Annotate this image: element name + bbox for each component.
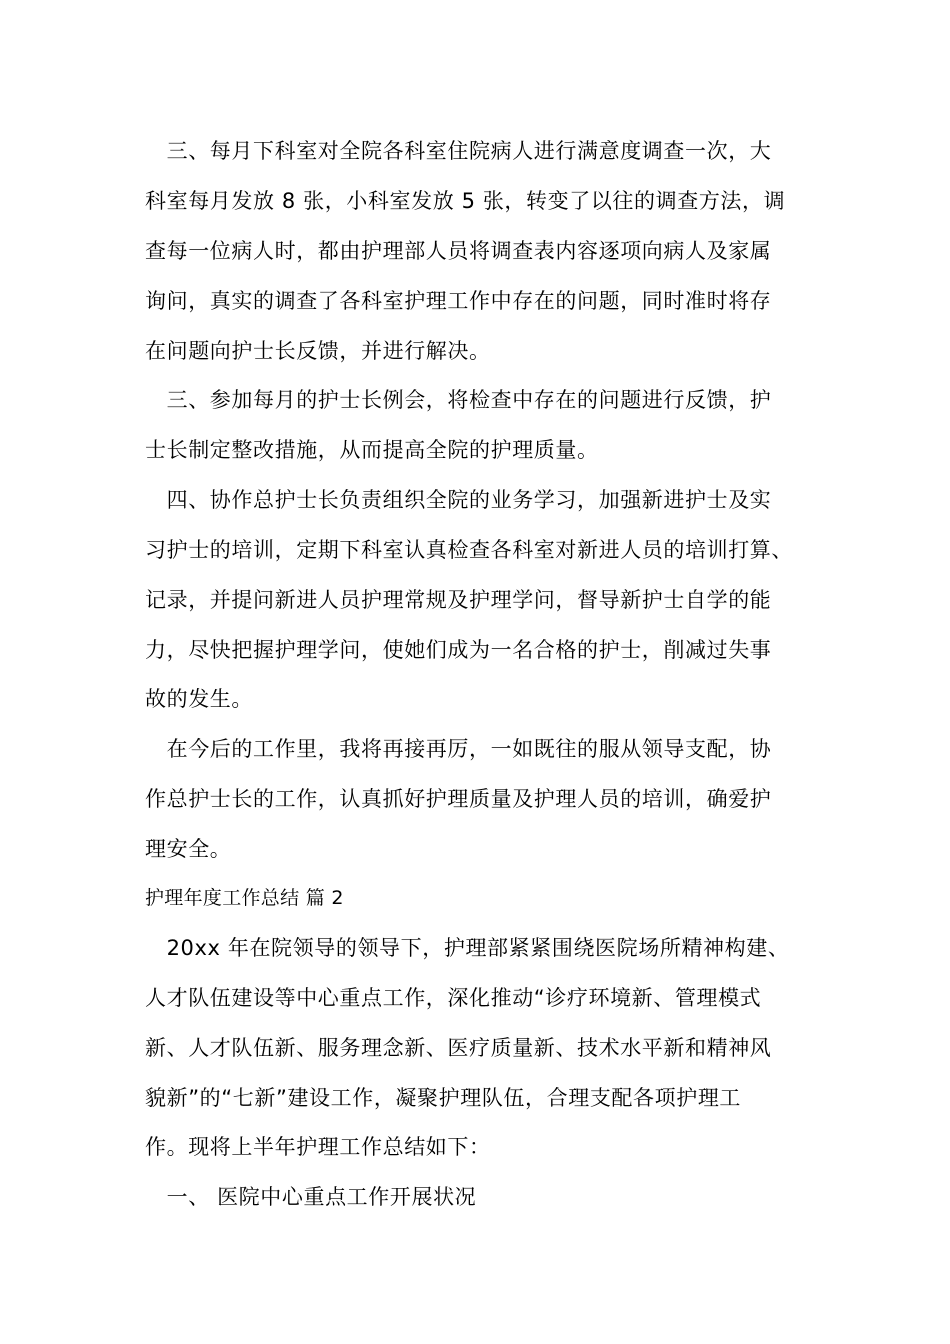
paragraph-line: 士长制定整改措施，从而提高全院的护理质量。 bbox=[145, 438, 599, 462]
paragraph-line: 四、协作总护士长负责组织全院的业务学习，加强新进护士及实 bbox=[145, 488, 772, 512]
paragraph-line: 科室每月发放 8 张，小科室发放 5 张，转变了以往的调查方法，调 bbox=[145, 189, 786, 213]
section-heading: 护理年度工作总结 篇 2 bbox=[145, 887, 344, 909]
paragraph-line: 20xx 年在院领导的领导下，护理部紧紧围绕医院场所精神构建、 bbox=[145, 936, 790, 960]
paragraph-line: 貌新”的“七新”建设工作，凝聚护理队伍，合理支配各项护理工 bbox=[145, 1086, 742, 1110]
paragraph-line: 在问题向护士长反馈，并进行解决。 bbox=[145, 339, 491, 363]
paragraph-line: 查每一位病人时，都由护理部人员将调查表内容逐项向病人及家属 bbox=[145, 239, 772, 263]
paragraph-line: 在今后的工作里，我将再接再厉，一如既往的服从领导支配，协 bbox=[145, 737, 772, 761]
paragraph-line: 人才队伍建设等中心重点工作，深化推动“诊疗环境新、管理模式 bbox=[145, 986, 762, 1010]
paragraph-line: 理安全。 bbox=[145, 837, 232, 861]
paragraph-line: 三、每月下科室对全院各科室住院病人进行满意度调查一次，大 bbox=[145, 139, 772, 163]
paragraph-line: 询问，真实的调查了各科室护理工作中存在的问题，同时准时将存 bbox=[145, 289, 772, 313]
paragraph-line: 记录，并提问新进人员护理常规及护理学问，督导新护士自学的能 bbox=[145, 588, 772, 612]
paragraph-line: 故的发生。 bbox=[145, 687, 253, 711]
paragraph-line: 力，尽快把握护理学问，使她们成为一名合格的护士，削减过失事 bbox=[145, 638, 772, 662]
paragraph-line: 作。现将上半年护理工作总结如下： bbox=[145, 1135, 491, 1159]
paragraph-line: 作总护士长的工作，认真抓好护理质量及护理人员的培训，确爱护 bbox=[145, 787, 772, 811]
subsection-heading: 一、 医院中心重点工作开展状况 bbox=[145, 1185, 477, 1209]
paragraph-line: 习护士的培训，定期下科室认真检查各科室对新进人员的培训打算、 bbox=[145, 538, 793, 562]
paragraph-line: 新、人才队伍新、服务理念新、医疗质量新、技术水平新和精神风 bbox=[145, 1036, 772, 1060]
paragraph-line: 三、参加每月的护士长例会，将检查中存在的问题进行反馈，护 bbox=[145, 388, 772, 412]
